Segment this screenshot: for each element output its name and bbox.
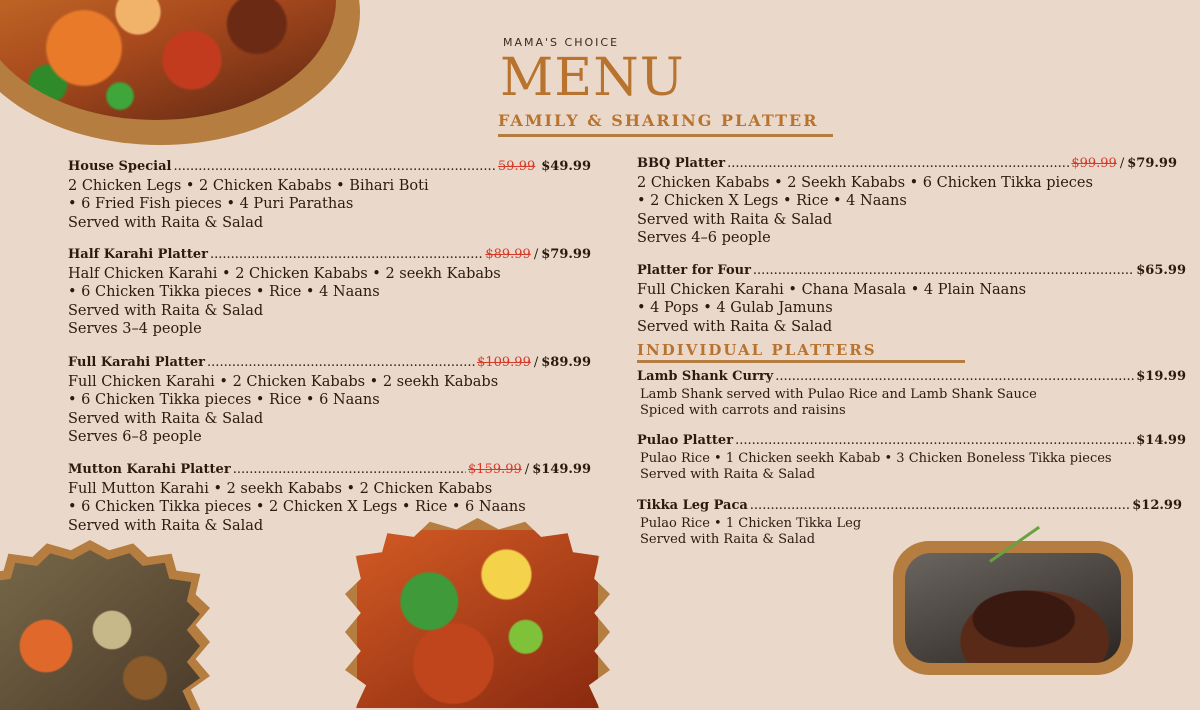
item-name: Mutton Karahi Platter	[68, 462, 231, 477]
item-name: House Special	[68, 159, 172, 174]
item-description: Served with Raita & Salad	[640, 531, 816, 547]
item-name: Platter for Four	[637, 263, 751, 278]
item-price: $65.99	[1136, 263, 1186, 278]
item-price: $12.99	[1132, 498, 1182, 513]
item-description: Pulao Rice • 1 Chicken Tikka Leg	[640, 515, 862, 531]
item-description: Served with Raita & Salad	[68, 410, 264, 427]
item-description: Served with Raita & Salad	[68, 302, 264, 319]
item-name: BBQ Platter	[637, 156, 726, 171]
item-description: Pulao Rice • 1 Chicken seekh Kabab • 3 Chicken Boneless Tikka pieces	[640, 450, 1112, 466]
section-divider	[498, 134, 833, 137]
item-price: $89.99	[541, 355, 591, 370]
menu-item	[637, 432, 1186, 483]
menu-item: Half Karahi Platter ..... $89.99 / $79.99 Half Chicken Karahi • 2 Chicken Kababs • 2 seekh Kababs • 6 Chicken Tikka pieces • Rice • 4 Naans Served with Raita & Salad Serves 3–4 people	[68, 246, 591, 339]
item-name: Pulao Platter	[637, 433, 734, 448]
item-description: 2 Chicken Kababs • 2 Seekh Kababs • 6 Chicken Tikka pieces	[637, 174, 1093, 191]
item-description: Served with Raita & Salad	[637, 318, 833, 335]
item-description: Spiced with carrots and raisins	[640, 402, 846, 418]
old-price: $159.99	[468, 462, 522, 477]
item-description: Half Chicken Karahi • 2 Chicken Kababs • 2 seekh Kababs	[68, 265, 501, 282]
item-description: Full Mutton Karahi • 2 seekh Kababs • 2 Chicken Kababs	[68, 480, 493, 497]
item-description: Served with Raita & Salad	[68, 517, 264, 534]
item-description: • 6 Chicken Tikka pieces • Rice • 6 Naans	[68, 392, 380, 408]
menu-item	[637, 262, 1186, 336]
old-price: $99.99	[1071, 156, 1117, 171]
item-name: Half Karahi Platter	[68, 247, 208, 262]
old-price: 59.99	[498, 159, 536, 174]
menu-item: BBQ Platter ..... $99.99 / $79.99 2 Chicken Kababs • 2 Seekh Kababs • 6 Chicken Tikka pieces • 2 Chicken X Legs • Rice • 4 Naans Served with Raita & Salad Serves 4–6 people	[637, 155, 1177, 248]
item-description: Served with Raita & Salad	[637, 211, 833, 228]
biryani-photo	[0, 0, 360, 145]
brand-name: MAMA'S CHOICE	[503, 36, 620, 49]
fried-chicken-photo	[345, 518, 610, 708]
page-title: MENU	[500, 48, 685, 108]
old-price: $109.99	[477, 355, 531, 370]
section-divider	[637, 360, 965, 363]
kabab-photo	[0, 540, 210, 710]
item-price: $14.99	[1136, 433, 1186, 448]
menu-item: Mutton Karahi Platter ..... $159.99 / $149.99 Full Mutton Karahi • 2 seekh Kababs • 2 Chicken Kababs • 6 Chicken Tikka pieces • 2 Chicken X Legs • Rice • 6 Naans Served with Raita & Salad	[68, 461, 591, 535]
section-title-family: FAMILY & SHARING PLATTER	[498, 111, 819, 130]
item-description: Serves 6–8 people	[68, 429, 202, 445]
item-price: $79.99	[1127, 156, 1177, 171]
menu-item	[637, 497, 1182, 548]
item-description: 2 Chicken Legs • 2 Chicken Kababs • Bihari Boti	[68, 177, 429, 194]
item-name: Tikka Leg Paca	[637, 498, 748, 513]
item-description: • 6 Chicken Tikka pieces • 2 Chicken X Legs • Rice • 6 Naans	[68, 499, 526, 515]
old-price: $89.99	[485, 247, 531, 262]
item-price: $79.99	[541, 247, 591, 262]
item-price: $149.99	[532, 462, 591, 477]
item-description: Full Chicken Karahi • Chana Masala • 4 Plain Naans	[637, 281, 1027, 298]
menu-item	[637, 368, 1186, 419]
item-description: • 2 Chicken X Legs • Rice • 4 Naans	[637, 193, 907, 209]
item-name: Full Karahi Platter	[68, 355, 206, 370]
item-description: • 4 Pops • 4 Gulab Jamuns	[637, 300, 833, 316]
item-description: Full Chicken Karahi • 2 Chicken Kababs • 2 seekh Kababs	[68, 373, 499, 390]
item-description: • 6 Fried Fish pieces • 4 Puri Parathas	[68, 196, 354, 212]
item-description: Lamb Shank served with Pulao Rice and Lamb Shank Sauce	[640, 386, 1037, 402]
menu-item	[68, 158, 591, 232]
item-price: $19.99	[1136, 369, 1186, 384]
lamb-shank-photo	[893, 541, 1133, 675]
item-description: • 6 Chicken Tikka pieces • Rice • 4 Naans	[68, 284, 380, 300]
menu-item: Full Karahi Platter ..... $109.99 / $89.99 Full Chicken Karahi • 2 Chicken Kababs • 2 seekh Kababs • 6 Chicken Tikka pieces • Rice • 6 Naans Served with Raita & Salad Serves 6–8 people	[68, 354, 591, 447]
item-price: $49.99	[541, 159, 591, 174]
item-description: Serves 4–6 people	[637, 230, 771, 246]
item-description: Served with Raita & Salad	[640, 466, 816, 482]
item-name: Lamb Shank Curry	[637, 369, 774, 384]
section-title-individual: INDIVIDUAL PLATTERS	[637, 341, 877, 359]
item-description: Serves 3–4 people	[68, 321, 202, 337]
item-description: Served with Raita & Salad	[68, 214, 264, 231]
